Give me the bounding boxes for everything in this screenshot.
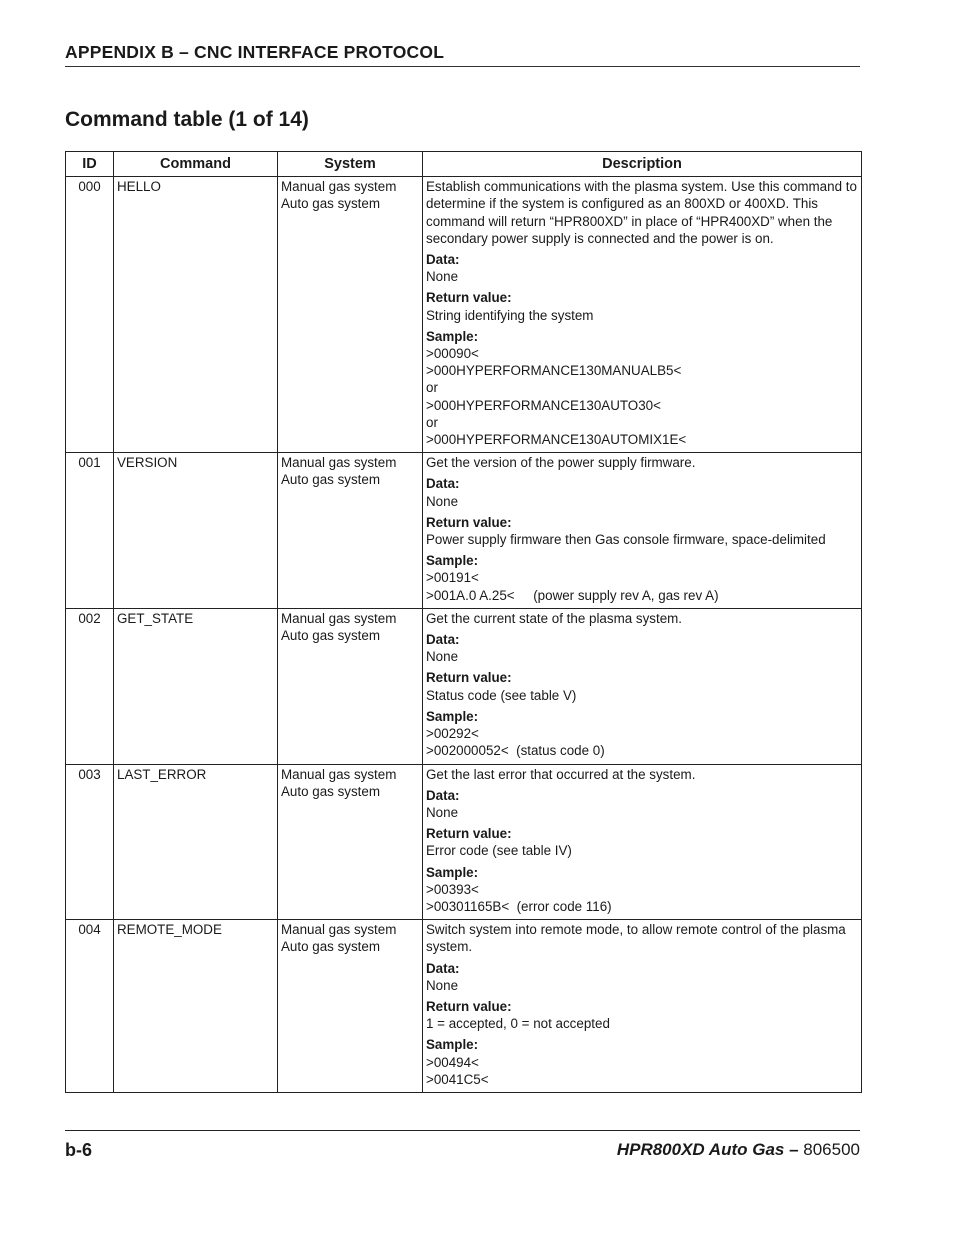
system-type: Auto gas system	[281, 939, 380, 955]
page-number: b-6	[65, 1140, 92, 1160]
table-row	[66, 920, 862, 1093]
command-id: 000	[66, 177, 114, 453]
data-value: None	[426, 269, 459, 285]
data-value: None	[426, 804, 459, 820]
command-name: VERSION	[114, 453, 278, 609]
return-value-label: Return value:	[426, 514, 512, 530]
command-id: 001	[66, 453, 114, 609]
return-value: String identifying the system	[426, 307, 594, 323]
command-name: LAST_ERROR	[114, 764, 278, 920]
sample-line: >000HYPERFORMANCE130AUTO30<	[426, 397, 661, 413]
section-header: APPENDIX B – CNC INTERFACE PROTOCOL	[65, 42, 860, 67]
data-value: None	[426, 649, 459, 665]
sample-line: >00191<	[426, 570, 479, 586]
description-text: Switch system into remote mode, to allow remote control of the plasma system.	[426, 922, 846, 955]
column-header-command: Command	[114, 152, 278, 177]
command-name: HELLO	[114, 177, 278, 453]
column-header-system: System	[278, 152, 423, 177]
system-type: Auto gas system	[281, 196, 380, 212]
column-header-id: ID	[66, 152, 114, 177]
sample-label: Sample:	[426, 328, 479, 344]
sample-label: Sample:	[426, 553, 479, 569]
return-value: Error code (see table IV)	[426, 843, 572, 859]
sample-label: Sample:	[426, 708, 479, 724]
sample-line: >000HYPERFORMANCE130AUTOMIX1E<	[426, 432, 687, 448]
sample-line: >002000052< (status code 0)	[426, 743, 605, 759]
sample-line: >00494<	[426, 1054, 479, 1070]
sample-line: >00090<	[426, 346, 479, 362]
description-cell	[423, 453, 862, 609]
system-cell	[278, 177, 423, 453]
data-value: None	[426, 977, 459, 993]
data-value: None	[426, 493, 459, 509]
sample-line: or	[426, 414, 438, 430]
sample-line: >00393<	[426, 881, 479, 897]
description-cell	[423, 608, 862, 764]
description-text: Get the version of the power supply firmware.	[426, 455, 696, 471]
table-body	[66, 177, 862, 1093]
description-cell	[423, 177, 862, 453]
return-value-label: Return value:	[426, 670, 512, 686]
page-title: Command table (1 of 14)	[65, 108, 309, 131]
system-type: Manual gas system	[281, 455, 397, 471]
sample-line: >001A.0 A.25< (power supply rev A, gas rev A)	[426, 587, 719, 603]
table-row	[66, 453, 862, 609]
return-value-label: Return value:	[426, 826, 512, 842]
return-value: 1 = accepted, 0 = not accepted	[426, 1016, 610, 1032]
data-label: Data:	[426, 787, 460, 803]
return-value-label: Return value:	[426, 998, 512, 1014]
system-type: Manual gas system	[281, 766, 397, 782]
system-type: Auto gas system	[281, 628, 380, 644]
description-text: Get the current state of the plasma system.	[426, 610, 683, 626]
description-cell	[423, 764, 862, 920]
data-label: Data:	[426, 252, 460, 268]
system-type: Manual gas system	[281, 610, 397, 626]
system-cell	[278, 608, 423, 764]
sample-label: Sample:	[426, 1037, 479, 1053]
system-type: Manual gas system	[281, 922, 397, 938]
sample-line: >000HYPERFORMANCE130MANUALB5<	[426, 363, 682, 379]
return-value: Power supply firmware then Gas console firmware, space-delimited	[426, 532, 826, 548]
table-header-row	[66, 152, 862, 177]
command-id: 004	[66, 920, 114, 1093]
sample-line: >00301165B< (error code 116)	[426, 898, 612, 914]
sample-line: >0041C5<	[426, 1071, 489, 1087]
page-footer	[65, 1130, 860, 1160]
sample-label: Sample:	[426, 864, 479, 880]
system-cell	[278, 920, 423, 1093]
command-table	[65, 151, 862, 1093]
command-name: REMOTE_MODE	[114, 920, 278, 1093]
product-name: HPR800XD Auto Gas	[616, 1140, 785, 1159]
command-id: 003	[66, 764, 114, 920]
description-text: Get the last error that occurred at the system.	[426, 766, 696, 782]
system-type: Auto gas system	[281, 472, 380, 488]
command-name: GET_STATE	[114, 608, 278, 764]
description-text: Establish communications with the plasma system. Use this command to determine if the system is configured as an 800XD or 400XD. This command will return “HPR800XD” in place of “HPR400XD” when the secondary power supply is connected and the power is on.	[426, 179, 857, 246]
data-label: Data:	[426, 632, 460, 648]
table-row	[66, 177, 862, 453]
data-label: Data:	[426, 476, 460, 492]
command-id: 002	[66, 608, 114, 764]
system-cell	[278, 453, 423, 609]
data-label: Data:	[426, 960, 460, 976]
return-value-label: Return value:	[426, 290, 512, 306]
system-type: Manual gas system	[281, 179, 397, 195]
document-reference	[617, 1140, 860, 1160]
system-type: Auto gas system	[281, 783, 380, 799]
table-row	[66, 608, 862, 764]
system-cell	[278, 764, 423, 920]
return-value: Status code (see table V)	[426, 687, 577, 703]
footer-separator: –	[784, 1140, 804, 1159]
column-header-description: Description	[423, 152, 862, 177]
sample-line: or	[426, 380, 438, 396]
table-row	[66, 764, 862, 920]
description-cell	[423, 920, 862, 1093]
document-number: 806500	[803, 1140, 860, 1159]
sample-line: >00292<	[426, 726, 479, 742]
